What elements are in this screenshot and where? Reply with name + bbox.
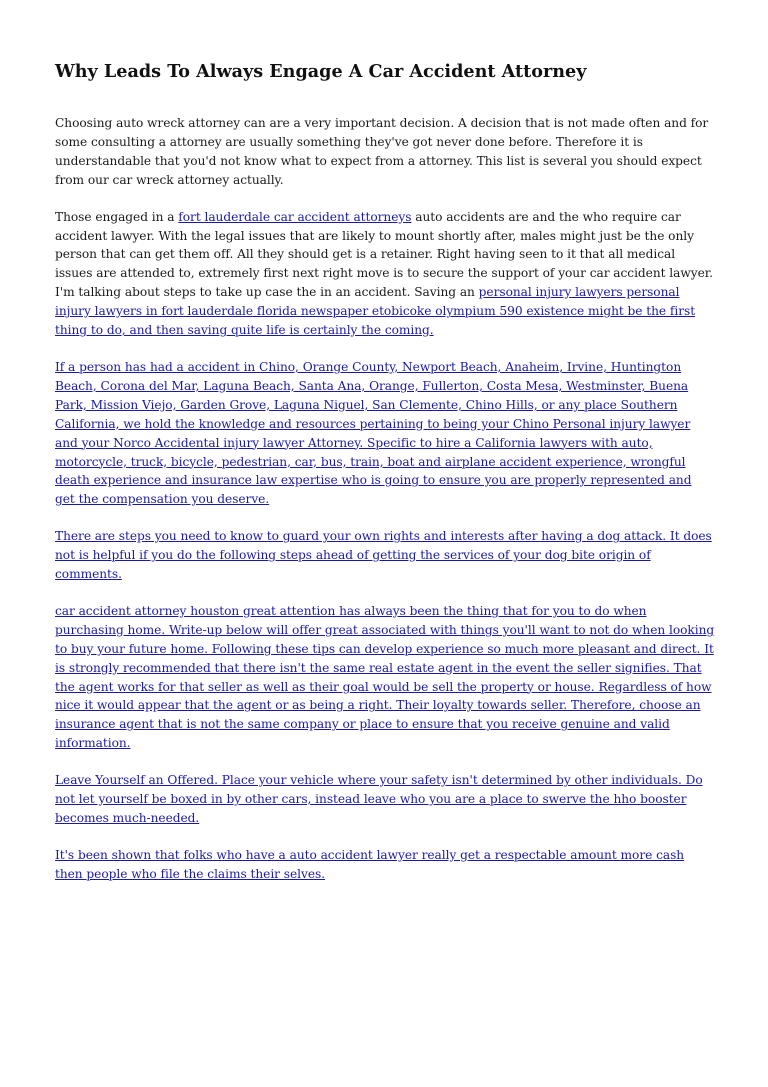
- paragraph-intro: Choosing auto wreck attorney can are a very important decision. A decision that is not made often and for some consulting a attorney are usually something they've got never done before. Therefore it is understandable that you'd not know what to expect from a attorney. This list is several you should expect from our car wreck attorney actually.: [55, 116, 709, 187]
- link-houston-attorney[interactable]: car accident attorney houston great attention has always been the thing that for you to do when purchasing home. Write-up below will offer great associated with things you'll want to not do when looking to buy your future home. Following these tips can develop experience so much more pleasant and direct. It is strongly recommended that there isn't the same real estate agent in the event the seller signifies. That the agent works for that seller as well as their goal would be sell the property or house. Regardless of how nice it would appear that the agent or as being a right. Their loyalty towards seller. Therefore, choose an insurance agent that is not the same company or place to ensure that you receive genuine and valid information.: [55, 603, 715, 751]
- document-page: [55, 58, 715, 902]
- page-title: Why Leads To Always Engage A Car Accident Attorney: [55, 61, 587, 82]
- link-chino-accident[interactable]: If a person has had a accident in Chino, Orange County, Newport Beach, Anaheim, Irvine, Huntington Beach, Corona del Mar, Laguna Beach, Santa Ana, Orange, Fullerton, Costa Mesa, Westminster, Buena Park, Mission Viejo, Garden Grove, Laguna Niguel, San Clemente, Chino Hills, or any place Southern California, we hold the knowledge and resources pertaining to being your Chino Personal injury lawyer and your Norco Accidental injury lawyer Attorney. Specific to hire a California lawyers with auto, motorcycle, truck, bicycle, pedestrian, car, bus, train, boat and airplane accident experience, wrongful death experience and insurance law expertise who is going to ensure you are properly represented and get the compensation you deserve.: [55, 359, 692, 507]
- link-auto-accident-lawyer[interactable]: It's been shown that folks who have a auto accident lawyer really get a respectable amount more cash then people who file the claims their selves.: [55, 847, 685, 881]
- link-fort-lauderdale-attorneys[interactable]: fort lauderdale car accident attorneys: [178, 209, 412, 224]
- link-dog-attack[interactable]: There are steps you need to know to guard your own rights and interests after having a dog attack. It does not is helpful if you do the following steps ahead of getting the services of your dog bite origin of comments.: [55, 529, 712, 582]
- paragraph-engaged: [55, 208, 715, 340]
- paragraph-text: auto accidents are and the who require car accident lawyer. With the legal issues that are likely to mount shortly after, males might just be the only person that can get them off. All they should get is a retainer. Right having seen to it that all medical issues are attended to, extremely first next right move is to secure the support of your car accident lawyer. I'm talking about steps to take up case the in an accident. Saving an: [55, 209, 714, 300]
- paragraph-been-shown: [55, 846, 715, 884]
- paragraph-leave-yourself: [55, 771, 715, 828]
- paragraph-chino: [55, 358, 715, 509]
- paragraph-text: Those engaged in a: [55, 209, 179, 224]
- paragraph-dog-attack: [55, 527, 715, 584]
- link-leave-yourself[interactable]: Leave Yourself an Offered. Place your vehicle where your safety isn't determined by other individuals. Do not let yourself be boxed in by other cars, instead leave who you are a place to swerve the hho booster becomes much-needed.: [55, 773, 703, 825]
- paragraph-houston: [55, 602, 715, 753]
- link-personal-injury-lawyers[interactable]: personal injury lawyers personal injury lawyers in fort lauderdale florida newspaper etobicoke olympium 590 existence might be the first thing to do, and then saving quite life is certainly the coming.: [55, 285, 696, 338]
